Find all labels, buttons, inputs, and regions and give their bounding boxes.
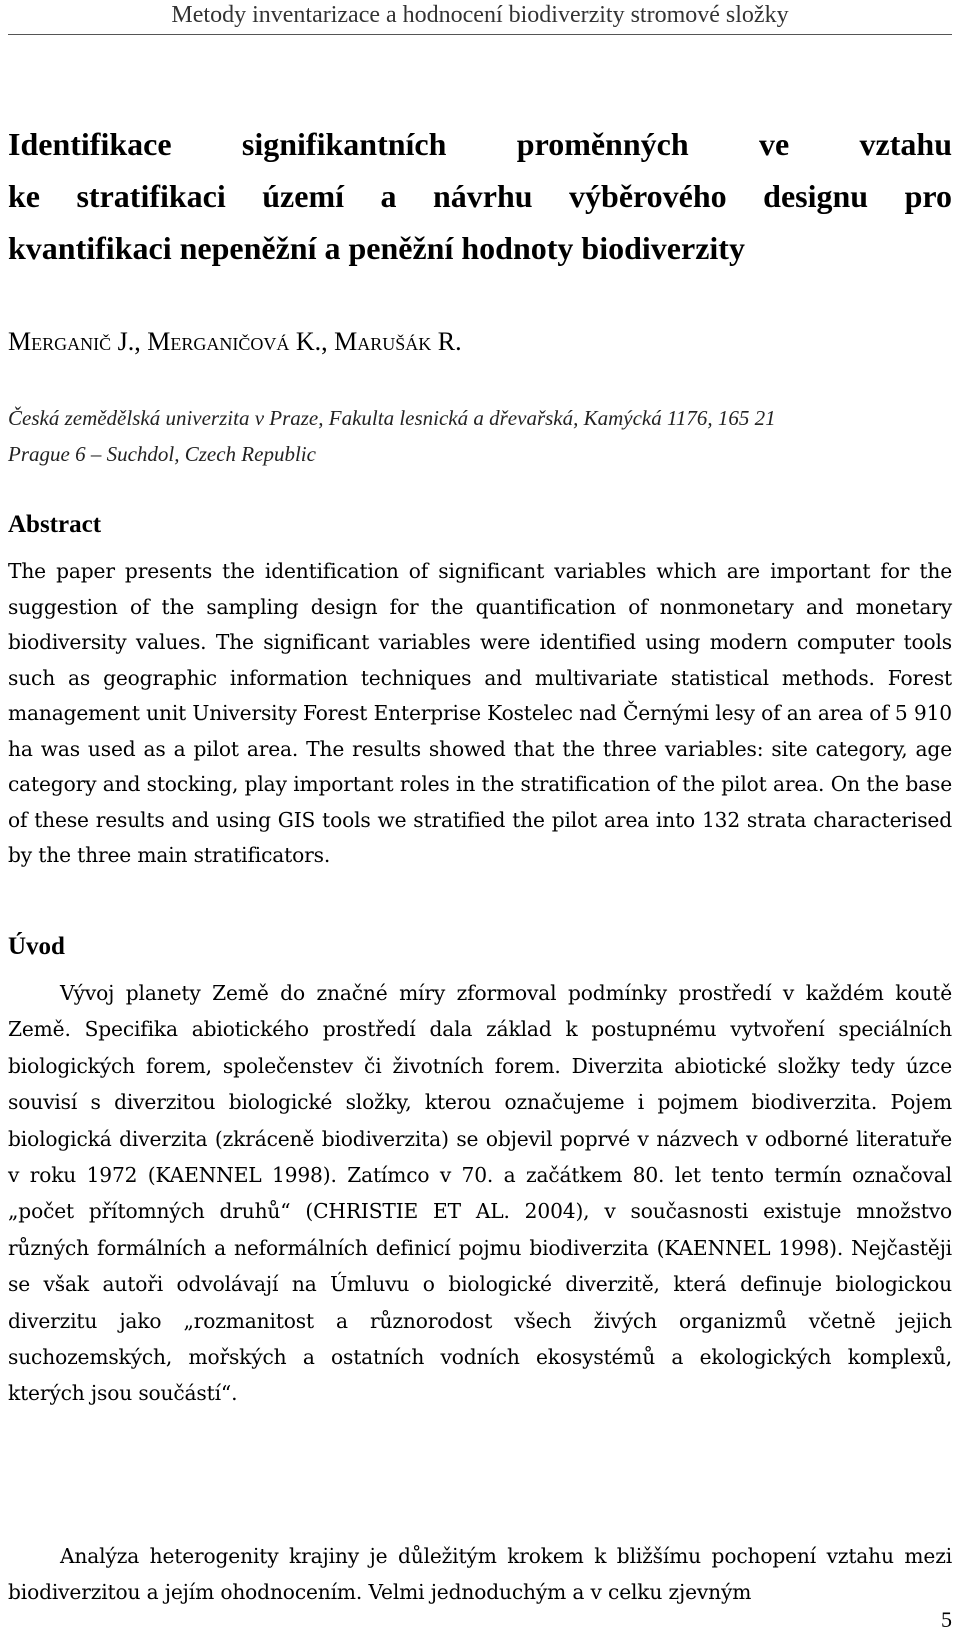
abstract-heading: Abstract xyxy=(8,511,102,538)
paper-title xyxy=(8,118,952,274)
author-list: Merganič J., Merganičová K., Marušák R. xyxy=(8,327,462,356)
page-number: 5 xyxy=(941,1607,952,1632)
header-divider xyxy=(8,34,952,35)
title-line-1: Identifikace signifikantních proměnných ve vztahu xyxy=(8,126,952,162)
introduction-paragraph-1: Vývoj planety Země do značné míry zformoval podmínky prostředí v každém koutě Země. Specifika abiotického prostředí dala základ k postupnému vytvoření speciálních biologických forem, společenstev či životních forem. Diverzita abiotické složky tedy úzce souvisí s diverzitou biologické složky, kterou označujeme i pojmem biodiverzita. Pojem biologická diverzita (zkráceně biodiverzita) se objevil poprvé v názvech v odborné literatuře v roku 1972 (KAENNEL 1998). Zatímco v 70. a začátkem 80. let tento termín označoval „počet přítomných druhů“ (CHRISTIE ET AL. 2004), v současnosti existuje množstvo různých formálních a neformálních definicí pojmu biodiverzita (KAENNEL 1998). Nejčastěji se však autoři odvolávají na Úmluvu o biologické diverzitě, která definuje biologickou diverzitu jako „rozmanitost a různorodost všech živých organizmů včetně jejich suchozemských, mořských a ostatních vodních ekosystémů a ekologických komplexů, kterých jsou součástí“. xyxy=(8,981,952,1406)
introduction-paragraph-2: Analýza heterogenity krajiny je důležitým krokem k bližšímu pochopení vztahu mezi biodiverzitou a jejím ohodnocením. Velmi jednoduchým a v celku zjevným xyxy=(8,1544,952,1605)
affiliation-line-2: Prague 6 – Suchdol, Czech Republic xyxy=(8,442,316,466)
title-line-3: kvantifikaci nepeněžní a peněžní hodnoty biodiverzity xyxy=(8,230,745,266)
abstract-text: The paper presents the identification of significant variables which are important for the suggestion of the sampling design for the quantification of nonmonetary and monetary biodiversity values. The significant variables were identified using modern computer tools such as geographic information techniques and multivariate statistical methods. Forest management unit University Forest Enterprise Kostelec nad Černými lesy of an area of 5 910 ha was used as a pilot area. The results showed that the three variables: site category, age category and stocking, play important roles in the stratification of the pilot area. On the base of these results and using GIS tools we stratified the pilot area into 132 strata characterised by the three main stratificators. xyxy=(8,559,952,867)
affiliation-line-1: Česká zemědělská univerzita v Praze, Fakulta lesnická a dřevařská, Kamýcká 1176, 165 21 xyxy=(8,406,776,430)
title-line-2: ke stratifikaci území a návrhu výběrového designu pro xyxy=(8,178,952,214)
running-header: Metody inventarizace a hodnocení biodiverzity stromové složky xyxy=(171,2,789,28)
affiliation xyxy=(8,400,952,472)
introduction-heading: Úvod xyxy=(8,933,65,960)
